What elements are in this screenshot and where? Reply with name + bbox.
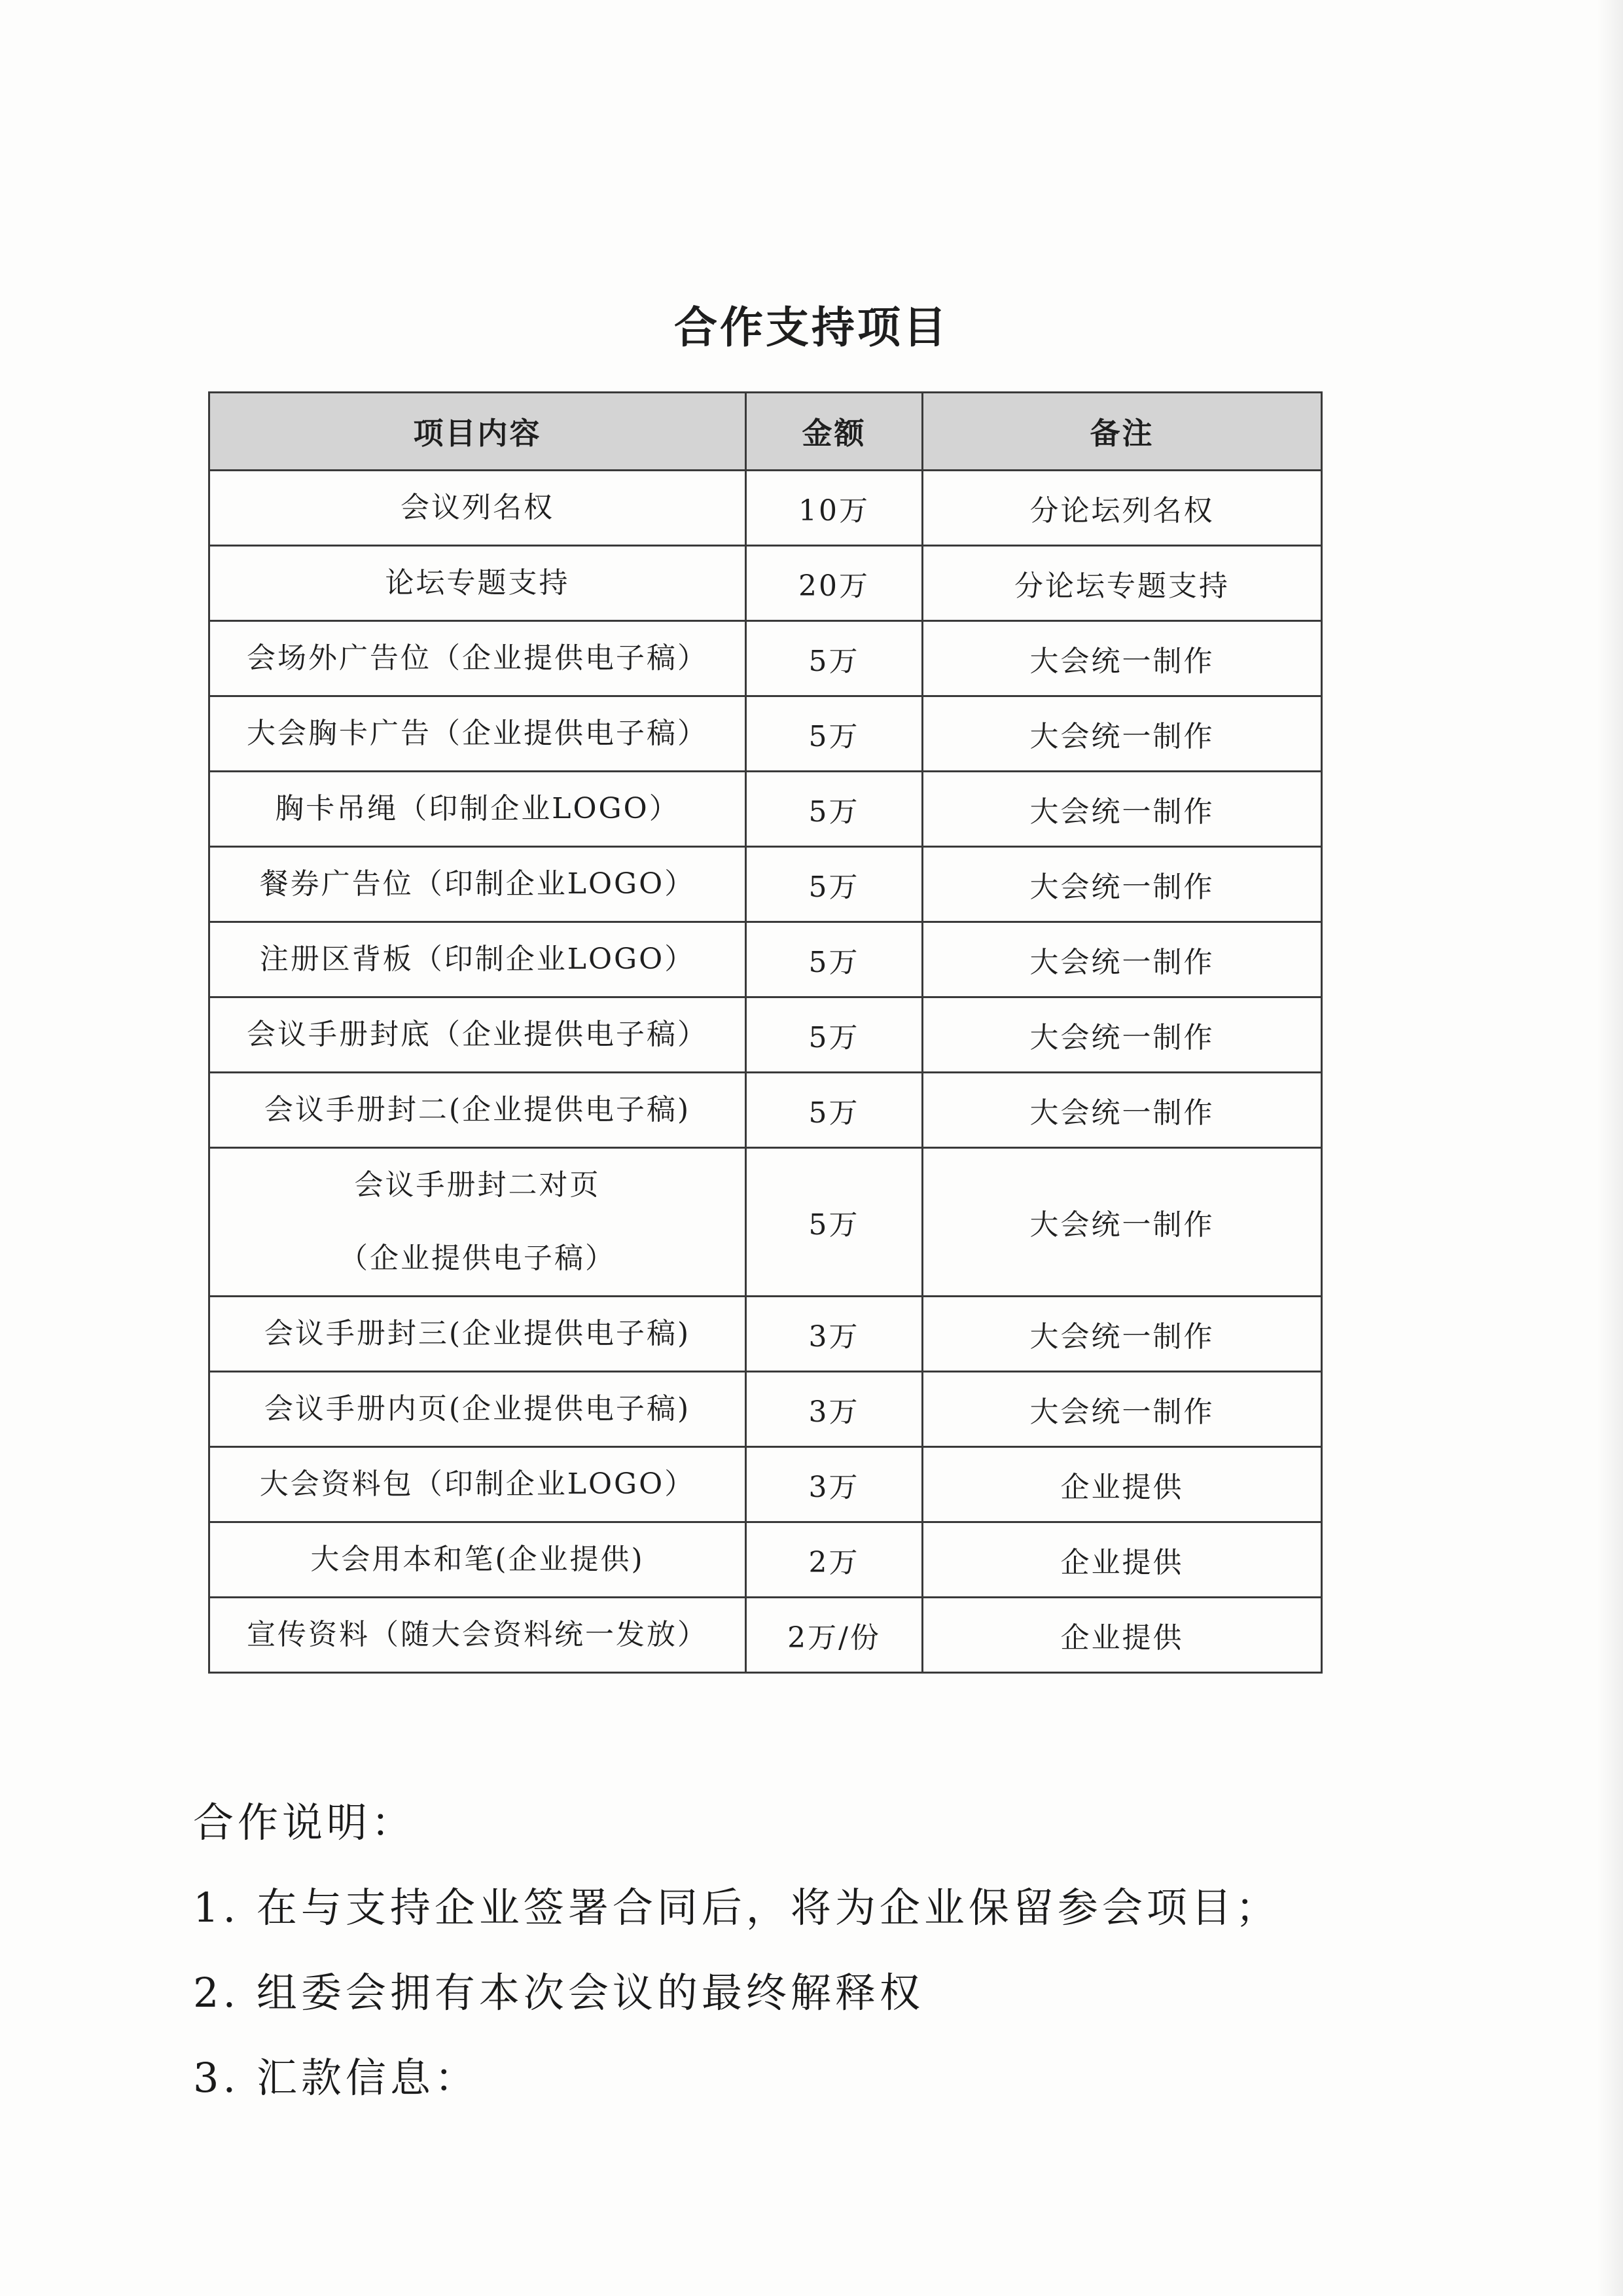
table-row xyxy=(209,997,1322,1073)
amount-cell: 20万 xyxy=(746,546,923,621)
item-text: 会场外广告位（企业提供电子稿） xyxy=(247,641,708,675)
amount-cell: 5万 xyxy=(746,847,923,922)
item-text: 大会用本和笔(企业提供) xyxy=(310,1543,645,1576)
amount-cell: 5万 xyxy=(746,621,923,696)
amount-cell: 5万 xyxy=(746,696,923,772)
amount-cell: 3万 xyxy=(746,1447,923,1522)
item-text: 会议手册封二(企业提供电子稿) xyxy=(264,1093,691,1126)
table-row xyxy=(209,1073,1322,1148)
item-cell xyxy=(209,546,746,621)
item-text: 胸卡吊绳（印制企业LOGO） xyxy=(275,792,680,825)
remark-cell: 大会统一制作 xyxy=(923,997,1322,1073)
notes-heading: 合作说明： xyxy=(193,1799,416,1846)
item-cell xyxy=(209,696,746,772)
amount-cell: 5万 xyxy=(746,1073,923,1148)
remark-cell: 大会统一制作 xyxy=(923,1148,1322,1297)
table-row xyxy=(209,471,1322,546)
table-row xyxy=(209,621,1322,696)
amount-cell: 3万 xyxy=(746,1297,923,1372)
remark-cell: 大会统一制作 xyxy=(923,1297,1322,1372)
item-text: 会议列名权 xyxy=(401,491,554,524)
page-title: 合作支持项目 xyxy=(674,302,949,353)
amount-cell: 5万 xyxy=(746,997,923,1073)
remark-cell: 大会统一制作 xyxy=(923,621,1322,696)
table-row xyxy=(209,1297,1322,1372)
amount-cell: 5万 xyxy=(746,922,923,997)
item-text: （企业提供电子稿） xyxy=(339,1242,616,1275)
item-cell xyxy=(209,1372,746,1447)
item-cell xyxy=(209,1073,746,1148)
amount-cell: 5万 xyxy=(746,772,923,847)
table-body xyxy=(209,471,1322,1673)
item-text: 注册区背板（印制企业LOGO） xyxy=(259,942,696,976)
table-row xyxy=(209,772,1322,847)
item-text: 会议手册封二对页 xyxy=(354,1168,601,1202)
item-text: 会议手册封三(企业提供电子稿) xyxy=(264,1317,691,1350)
remark-cell: 大会统一制作 xyxy=(923,696,1322,772)
remark-cell: 大会统一制作 xyxy=(923,1372,1322,1447)
header-amount: 金额 xyxy=(746,393,923,471)
cooperation-notes xyxy=(193,1780,1436,2121)
item-text: 大会资料包（印制企业LOGO） xyxy=(259,1467,696,1501)
table-header-row xyxy=(209,393,1322,471)
amount-cell: 2万/份 xyxy=(746,1598,923,1673)
item-text: 宣传资料（随大会资料统一发放） xyxy=(247,1618,708,1651)
item-text: 餐券广告位（印制企业LOGO） xyxy=(259,867,696,901)
table-row xyxy=(209,696,1322,772)
header-remark: 备注 xyxy=(923,393,1322,471)
item-text: 会议手册封底（企业提供电子稿） xyxy=(247,1018,708,1051)
item-cell xyxy=(209,772,746,847)
support-items-table xyxy=(208,391,1323,1674)
remark-cell: 企业提供 xyxy=(923,1447,1322,1522)
item-cell xyxy=(209,621,746,696)
note-item: 1. 在与支持企业签署合同后，将为企业保留参会项目； xyxy=(193,1884,1280,1931)
table-row xyxy=(209,1148,1322,1297)
item-cell xyxy=(209,847,746,922)
remark-cell: 大会统一制作 xyxy=(923,772,1322,847)
amount-cell: 5万 xyxy=(746,1148,923,1297)
table-row xyxy=(209,1522,1322,1598)
item-cell xyxy=(209,997,746,1073)
item-text: 论坛专题支持 xyxy=(385,566,570,600)
header-item: 项目内容 xyxy=(209,393,746,471)
item-cell xyxy=(209,1522,746,1598)
remark-cell: 企业提供 xyxy=(923,1522,1322,1598)
remark-cell: 企业提供 xyxy=(923,1598,1322,1673)
amount-cell: 3万 xyxy=(746,1372,923,1447)
item-cell xyxy=(209,922,746,997)
item-cell xyxy=(209,471,746,546)
item-cell xyxy=(209,1148,746,1297)
remark-cell: 大会统一制作 xyxy=(923,1073,1322,1148)
remark-cell: 大会统一制作 xyxy=(923,922,1322,997)
item-cell xyxy=(209,1447,746,1522)
amount-cell: 2万 xyxy=(746,1522,923,1598)
table-row xyxy=(209,1372,1322,1447)
table-row xyxy=(209,847,1322,922)
table-row xyxy=(209,1447,1322,1522)
table-row xyxy=(209,546,1322,621)
note-item: 3. 汇款信息： xyxy=(193,2054,479,2102)
item-text: 会议手册内页(企业提供电子稿) xyxy=(264,1392,691,1426)
item-cell xyxy=(209,1297,746,1372)
remark-cell: 分论坛专题支持 xyxy=(923,546,1322,621)
item-cell xyxy=(209,1598,746,1673)
item-text: 大会胸卡广告（企业提供电子稿） xyxy=(247,717,708,750)
note-item: 2. 组委会拥有本次会议的最终解释权 xyxy=(193,1969,924,2017)
remark-cell: 大会统一制作 xyxy=(923,847,1322,922)
amount-cell: 10万 xyxy=(746,471,923,546)
table-row xyxy=(209,1598,1322,1673)
remark-cell: 分论坛列名权 xyxy=(923,471,1322,546)
table-row xyxy=(209,922,1322,997)
